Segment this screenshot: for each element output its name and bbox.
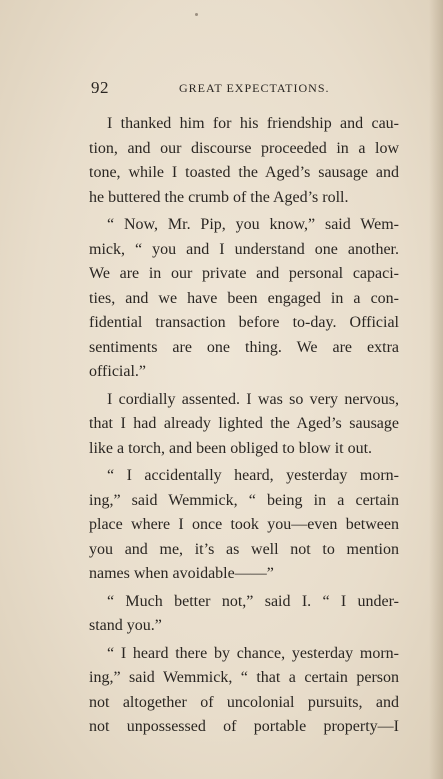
text-line: you and me, it’s as well not to mention [89,540,399,558]
text-line: We are in our private and personal capaci- [89,265,399,282]
text-line: not unpossessed of portable property—I [89,718,399,735]
text-line: I cordially assented. I was so very nervous, [107,390,399,408]
text-line: like a torch, and been obliged to blow it out. [89,439,373,457]
text-line: place where I once took you—even between [89,516,399,533]
text-line: “ Now, Mr. Pip, you know,” said Wem- [107,216,399,233]
body-text [89,112,399,740]
text-line: official.” [89,363,147,380]
text-line: “ Much better not,” said I. “ I under- [107,592,399,610]
text-line: not altogether of uncolonial pursuits, and [89,693,399,711]
text-line: sentiments are one thing. We are extra [89,338,399,356]
text-line: that I had already lighted the Aged’s sausage [89,415,399,432]
text-line: ties, and we have been engaged in a con- [89,289,399,307]
page-header [91,78,399,100]
page-number: 92 [91,78,109,97]
text-line: tion, and our discourse proceeded in a low [89,139,399,157]
text-line: names when avoidable——” [89,565,274,582]
text-line: “ I heard there by chance, yesterday morn- [107,644,399,662]
text-line: stand you.” [89,617,162,634]
running-head: GREAT EXPECTATIONS. [179,81,330,95]
text-line: “ I accidentally heard, yesterday morn- [107,467,399,484]
text-line: tone, while I toasted the Aged’s sausage and [89,164,399,181]
text-line: ing,” said Wemmick, “ being in a certain [89,491,399,509]
text-line: mick, “ you and I understand one another. [89,240,399,258]
text-line: I thanked him for his friendship and cau- [107,115,399,132]
spine-shadow [429,0,443,779]
text-line: he buttered the crumb of the Aged’s roll. [89,188,349,206]
paper-speck [195,13,198,16]
text-line: ing,” said Wemmick, “ that a certain person [89,669,399,686]
text-line: fidential transaction before to-day. Official [89,314,399,331]
